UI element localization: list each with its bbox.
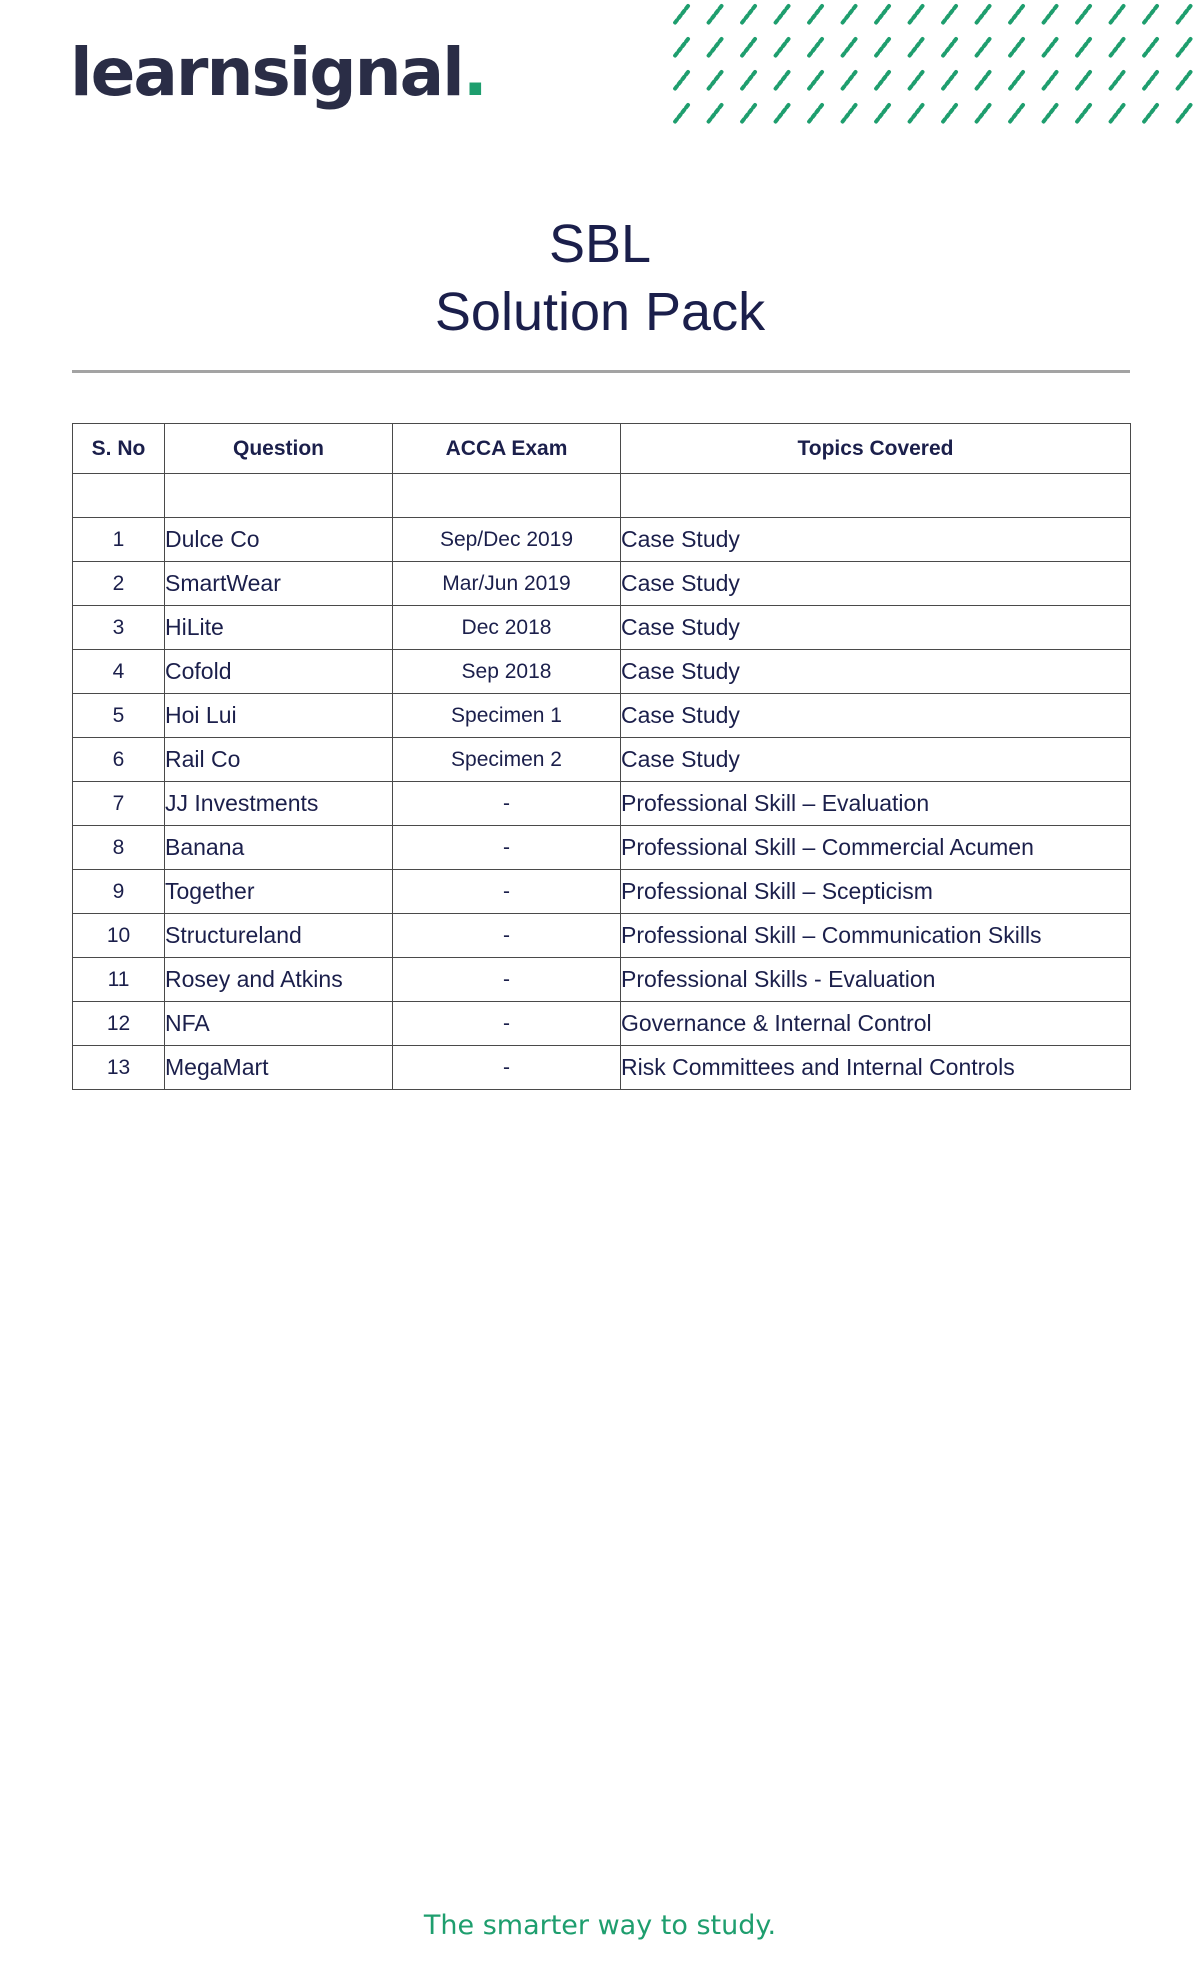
- row-sno: 6: [73, 738, 165, 782]
- row-question: MegaMart: [165, 1046, 393, 1090]
- pattern-slash-icon: [775, 105, 789, 123]
- pattern-slash-icon: [1009, 39, 1023, 57]
- pattern-slash-icon: [775, 39, 789, 57]
- pattern-slash-icon: [875, 72, 889, 90]
- row-sno: 5: [73, 694, 165, 738]
- table-row: [73, 826, 1131, 870]
- row-question: Structureland: [165, 914, 393, 958]
- pattern-slash-icon: [1043, 6, 1057, 24]
- pattern-slash-icon: [1076, 6, 1090, 24]
- row-acca-exam: -: [393, 782, 621, 826]
- row-acca-exam: Sep 2018: [393, 650, 621, 694]
- header-spacer-row: [73, 474, 1131, 518]
- pattern-slash-icon: [942, 39, 956, 57]
- title-divider: [72, 370, 1130, 373]
- row-question: Banana: [165, 826, 393, 870]
- row-question: Rosey and Atkins: [165, 958, 393, 1002]
- footer-tagline: The smarter way to study.: [423, 1910, 777, 1941]
- decorative-pattern-icon: [660, 0, 1200, 140]
- header-topics-covered: Topics Covered: [621, 424, 1131, 474]
- pattern-slash-icon: [942, 6, 956, 24]
- row-topics-covered: Professional Skill – Commercial Acumen: [621, 826, 1131, 870]
- table-row: [73, 606, 1131, 650]
- row-topics-covered: Professional Skill – Scepticism: [621, 870, 1131, 914]
- pattern-slash-icon: [909, 39, 923, 57]
- pattern-slash-icon: [976, 72, 990, 90]
- row-question: Hoi Lui: [165, 694, 393, 738]
- table-row: [73, 1046, 1131, 1090]
- pattern-slash-icon: [1043, 72, 1057, 90]
- row-topics-covered: Case Study: [621, 518, 1131, 562]
- pattern-slash-icon: [875, 39, 889, 57]
- row-sno: 7: [73, 782, 165, 826]
- pattern-slash-icon: [1076, 39, 1090, 57]
- row-sno: 11: [73, 958, 165, 1002]
- pattern-slash-icon: [942, 72, 956, 90]
- row-sno: 12: [73, 1002, 165, 1046]
- row-acca-exam: -: [393, 914, 621, 958]
- pattern-slash-icon: [1076, 105, 1090, 123]
- pattern-slash-icon: [875, 6, 889, 24]
- row-topics-covered: Case Study: [621, 738, 1131, 782]
- pattern-slash-icon: [674, 105, 688, 123]
- pattern-slash-icon: [976, 39, 990, 57]
- pattern-slash-icon: [708, 6, 722, 24]
- pattern-slash-icon: [1143, 105, 1157, 123]
- logo-text: learnsignal: [70, 34, 463, 111]
- pattern-slash-icon: [1110, 6, 1124, 24]
- row-question: Together: [165, 870, 393, 914]
- pattern-slash-icon: [842, 72, 856, 90]
- pattern-slash-icon: [808, 105, 822, 123]
- pattern-slash-icon: [775, 72, 789, 90]
- row-sno: 10: [73, 914, 165, 958]
- header-acca-exam: ACCA Exam: [393, 424, 621, 474]
- row-question: Rail Co: [165, 738, 393, 782]
- table-row: [73, 562, 1131, 606]
- pattern-slash-icon: [674, 6, 688, 24]
- row-sno: 3: [73, 606, 165, 650]
- pattern-slash-icon: [1076, 72, 1090, 90]
- pattern-slash-icon: [741, 105, 755, 123]
- pattern-slash-icon: [741, 39, 755, 57]
- pattern-slash-icon: [1177, 39, 1191, 57]
- row-topics-covered: Case Study: [621, 562, 1131, 606]
- pattern-slash-icon: [976, 6, 990, 24]
- table-row: [73, 694, 1131, 738]
- row-topics-covered: Professional Skills - Evaluation: [621, 958, 1131, 1002]
- pattern-slash-icon: [808, 6, 822, 24]
- pattern-slash-icon: [1110, 105, 1124, 123]
- pattern-slash-icon: [808, 39, 822, 57]
- pattern-slash-icon: [909, 72, 923, 90]
- pattern-slash-icon: [976, 105, 990, 123]
- pattern-slash-icon: [741, 6, 755, 24]
- row-question: JJ Investments: [165, 782, 393, 826]
- table-row: [73, 650, 1131, 694]
- pattern-slash-icon: [909, 6, 923, 24]
- logo-dot: .: [462, 34, 486, 111]
- row-acca-exam: -: [393, 958, 621, 1002]
- pattern-slash-icon: [909, 105, 923, 123]
- pattern-slash-icon: [1177, 105, 1191, 123]
- table-row: [73, 958, 1131, 1002]
- row-acca-exam: -: [393, 1002, 621, 1046]
- row-sno: 4: [73, 650, 165, 694]
- pattern-slash-icon: [1009, 72, 1023, 90]
- row-acca-exam: Specimen 1: [393, 694, 621, 738]
- row-question: HiLite: [165, 606, 393, 650]
- row-question: SmartWear: [165, 562, 393, 606]
- pattern-slash-icon: [775, 6, 789, 24]
- table-row: [73, 1002, 1131, 1046]
- row-topics-covered: Professional Skill – Evaluation: [621, 782, 1131, 826]
- pattern-slash-icon: [808, 72, 822, 90]
- pattern-slash-icon: [842, 39, 856, 57]
- row-acca-exam: -: [393, 870, 621, 914]
- pattern-slash-icon: [1043, 39, 1057, 57]
- pattern-slash-icon: [708, 105, 722, 123]
- pattern-slash-icon: [1143, 39, 1157, 57]
- pattern-slash-icon: [1110, 72, 1124, 90]
- learnsignal-logo: [70, 34, 486, 111]
- pattern-slash-icon: [1177, 6, 1191, 24]
- row-question: Cofold: [165, 650, 393, 694]
- row-topics-covered: Professional Skill – Communication Skills: [621, 914, 1131, 958]
- page-title: [0, 210, 1200, 346]
- pattern-slash-icon: [674, 72, 688, 90]
- pattern-slash-icon: [1009, 105, 1023, 123]
- row-acca-exam: Dec 2018: [393, 606, 621, 650]
- row-question: Dulce Co: [165, 518, 393, 562]
- pattern-slash-icon: [1110, 39, 1124, 57]
- row-topics-covered: Risk Committees and Internal Controls: [621, 1046, 1131, 1090]
- pattern-slash-icon: [942, 105, 956, 123]
- header-question: Question: [165, 424, 393, 474]
- pattern-slash-icon: [875, 105, 889, 123]
- pattern-slash-icon: [674, 39, 688, 57]
- table-row: [73, 782, 1131, 826]
- row-topics-covered: Governance & Internal Control: [621, 1002, 1131, 1046]
- pattern-slash-icon: [741, 72, 755, 90]
- pattern-slash-icon: [1009, 6, 1023, 24]
- pattern-slash-icon: [1043, 105, 1057, 123]
- pattern-slash-icon: [842, 6, 856, 24]
- row-topics-covered: Case Study: [621, 694, 1131, 738]
- row-question: NFA: [165, 1002, 393, 1046]
- row-sno: 8: [73, 826, 165, 870]
- pattern-slash-icon: [842, 105, 856, 123]
- row-sno: 13: [73, 1046, 165, 1090]
- pattern-slash-icon: [708, 72, 722, 90]
- pattern-slash-icon: [1143, 72, 1157, 90]
- title-line-2: Solution Pack: [434, 282, 766, 342]
- pattern-slash-icon: [1143, 6, 1157, 24]
- table-row: [73, 518, 1131, 562]
- row-acca-exam: -: [393, 1046, 621, 1090]
- pattern-slash-icon: [708, 39, 722, 57]
- row-sno: 2: [73, 562, 165, 606]
- row-acca-exam: Specimen 2: [393, 738, 621, 782]
- solutions-table: [72, 423, 1131, 1090]
- table-header-row: [73, 424, 1131, 474]
- row-topics-covered: Case Study: [621, 650, 1131, 694]
- title-line-1: SBL: [548, 214, 652, 274]
- row-acca-exam: Mar/Jun 2019: [393, 562, 621, 606]
- table-row: [73, 870, 1131, 914]
- table-row: [73, 738, 1131, 782]
- row-acca-exam: -: [393, 826, 621, 870]
- row-sno: 1: [73, 518, 165, 562]
- pattern-slash-icon: [1177, 72, 1191, 90]
- row-topics-covered: Case Study: [621, 606, 1131, 650]
- table-body: [73, 518, 1131, 1090]
- row-sno: 9: [73, 870, 165, 914]
- table-row: [73, 914, 1131, 958]
- row-acca-exam: Sep/Dec 2019: [393, 518, 621, 562]
- header-sno: S. No: [73, 424, 165, 474]
